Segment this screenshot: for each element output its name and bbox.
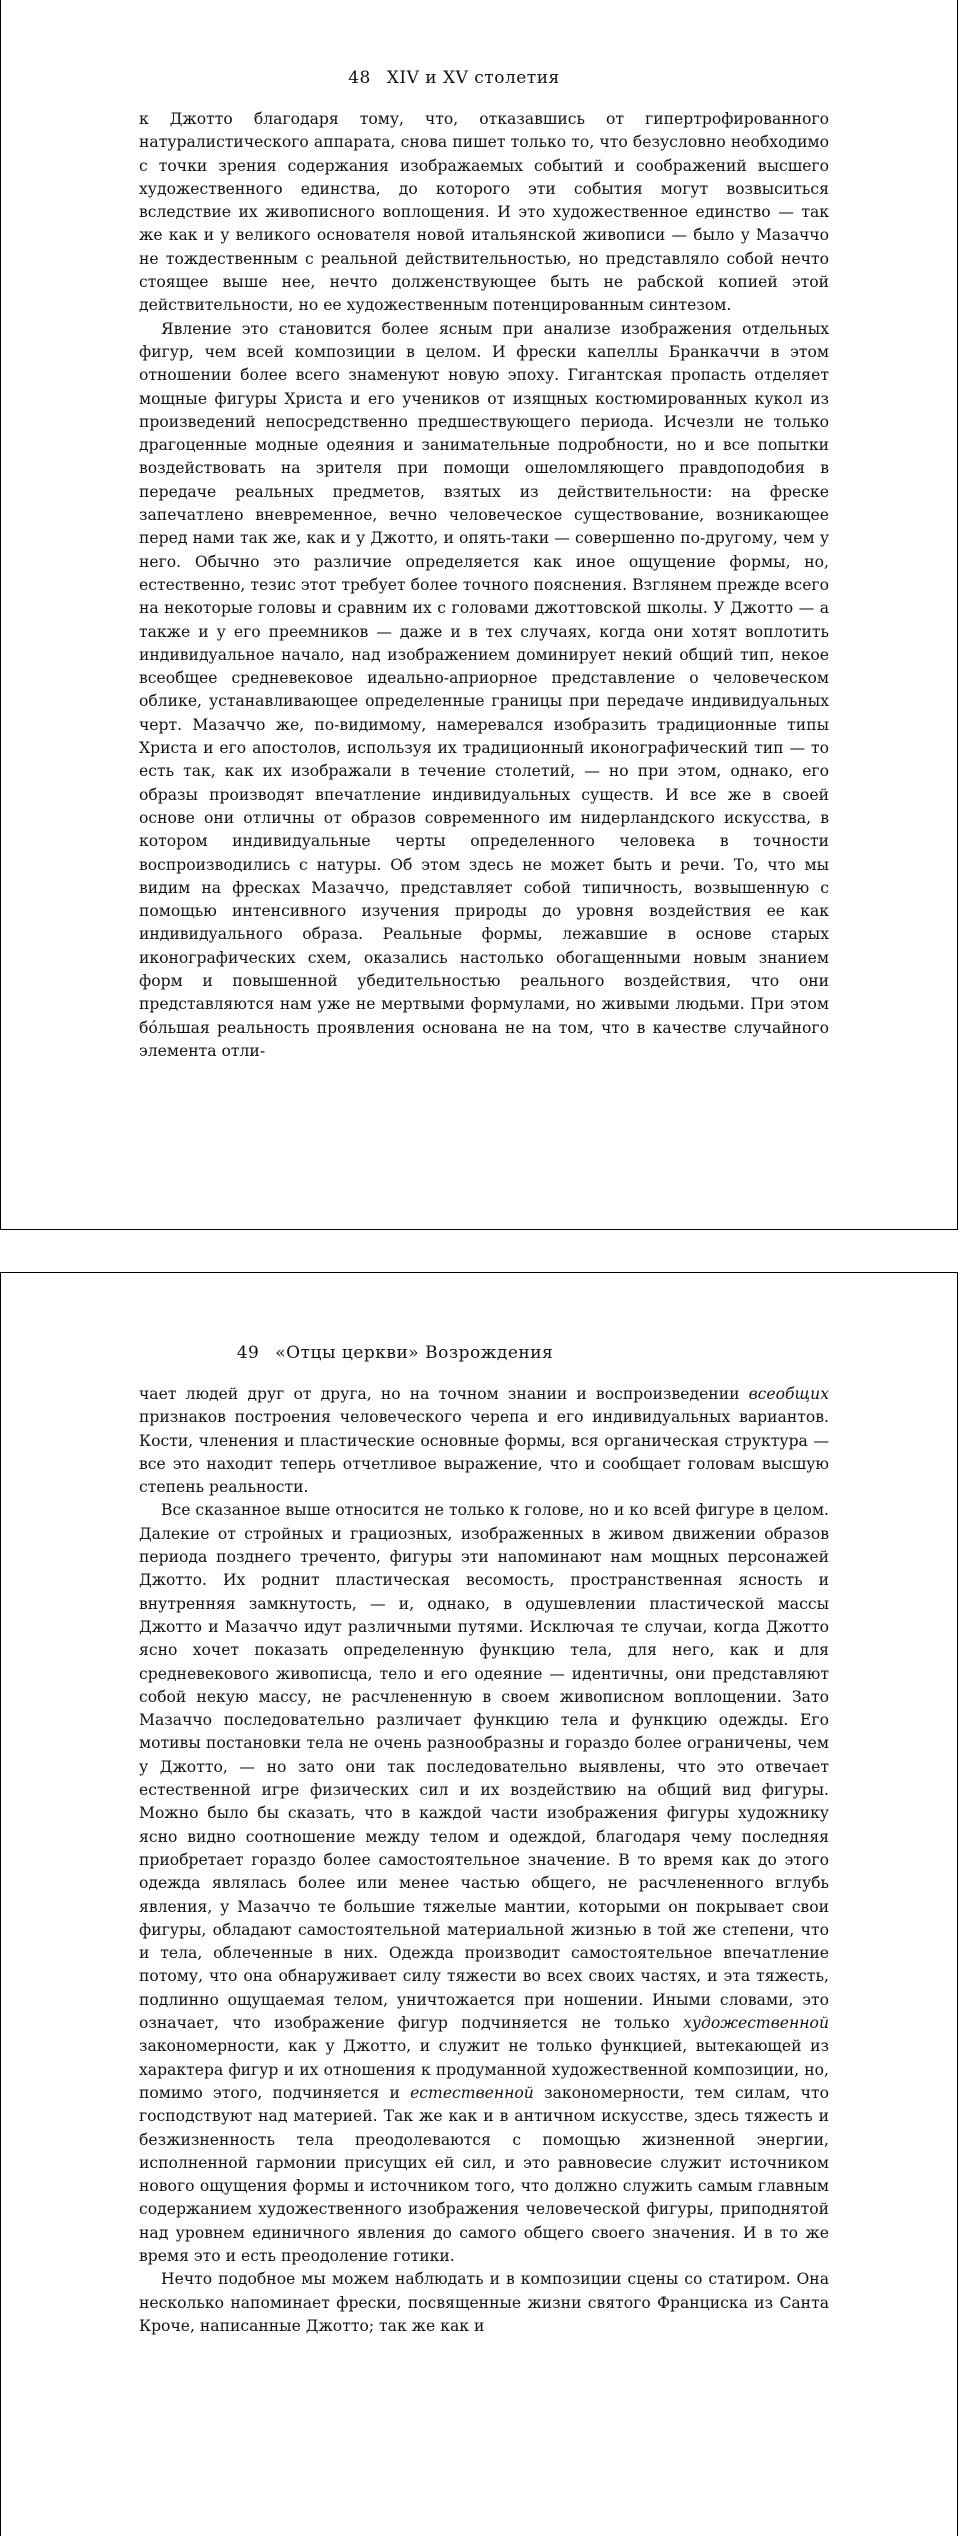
paragraph (139, 1383, 829, 1499)
text-run: чает людей друг от друга, но на точном знании и воспроизведении (139, 1385, 749, 1403)
text-run: закономерности, тем силам, что господствуют над материей. Так же как и в античном искусстве, здесь тяжесть и безжизненность тела преодолеваются с помощью жизненной энергии, исполненной гармонии присущих ей сил, и это равновесие служит источником нового ощущения формы и источником того, что должно служить самым главным содержанием художественного изображения человеческой фигуры, приподнятой над уровнем единичного явления до самого общего своего значения. И в то же время это и есть преодоление готики. (139, 2083, 829, 2265)
page-49 (0, 1272, 958, 2536)
running-title: «Отцы церкви» Возрождения (275, 1343, 554, 1363)
page-number: 49 (236, 1343, 260, 1363)
paragraph (139, 1499, 829, 2268)
emphasis: всеобщих (748, 1385, 829, 1403)
emphasis: художественной (683, 2014, 829, 2033)
paragraph: Явление это становится более ясным при анализе изображения отдельных фигур, чем всей композиции в целом. И фрески капеллы Бранкаччи в этом отношении более всего знаменуют новую эпоху. Гигантская пропасть отделяет мощные фигуры Христа и его учеников от изящных костюмированных кукол из произведений непосредственно предшествующего периода. Исчезли не только драгоценные модные одеяния и занимательные подробности, но и все попытки воздействовать на зрителя при помощи ошеломляющего правдоподобия в передаче реальных предметов, взятых из действительности: на фреске запечатлено вневременное, вечно человеческое существование, возникающее перед нами так же, как и у Джотто, и опять-таки — совершенно по-другому, чем у него. Обычно это различие определяется как иное ощущение формы, но, естественно, тезис этот требует более точного пояснения. Взглянем прежде всего на некоторые головы и сравним их с головами джоттовской школы. У Джотто — а также и у его преемников — даже и в тех случаях, когда они хотят воплотить индивидуальное начало, над изображением доминирует некий общий тип, некое всеобщее средневековое идеально-априорное представление о человеческом облике, устанавливающее определенные границы при передаче индивидуальных черт. Мазаччо же, по-видимому, намеревался изобразить традиционные типы Христа и его апостолов, используя их традиционный иконографический тип — то есть так, как их изображали в течение столетий, — но при этом, однако, его образы производят впечатление индивидуальных существ. И все же в своей основе они отличны от образов современного им нидерландского искусства, в котором индивидуальные черты определенного человека в точности воспроизводились с натуры. Об этом здесь не может быть и речи. То, что мы видим на фресках Мазаччо, представляет собой типичность, возвышенную с помощью интенсивного изучения природы до уровня воздействия ее как индивидуального образа. Реальные формы, лежавшие в основе старых иконографических схем, оказались настолько обогащенными новым знанием форм и повышенной убедительностью реального воздействия, что они представляются нам уже не мертвыми формулами, но живыми людьми. При этом бо́льшая реальность проявления основана не на том, что в качестве случайного элемента отли- (139, 319, 829, 1060)
running-title: XIV и XV столетия (386, 68, 560, 88)
running-head (0, 68, 957, 88)
paragraph: к Джотто благодаря тому, что, отказавшись от гипертрофированного натуралистического аппарата, снова пишет только то, что безусловно необходимо с точки зрения содержания изображаемых событий и соображений высшего художественного единства, до которого эти события могут возвыситься вследствие их живописного воплощения. И это художественное единство — так же как и у великого основателя новой итальянской живописи — было у Мазаччо не тождественным с реальной действительностью, но представляло собой нечто стоящее выше нее, нечто долженствующее быть не рабской копией этой действительности, но ее художественным потенцированным синтезом. (139, 110, 829, 315)
text-run: закономерности, как у Джотто, и служит не только функцией, вытекающей из характера фигур и их отношения к продуманной художественной композиции, но, помимо этого, подчиняется и (139, 2037, 829, 2102)
text-run: Все сказанное выше относится не только к голове, но и ко всей фигуре в целом. Далекие от стройных и грациозных, изображенных в живом движении образов периода позднего треченто, фигуры эти напоминают нам мощных персонажей Джотто. Их роднит пластическая весомость, пространственная ясность и внутренняя замкнутость, — и, однако, в одушевлении пластической массы Джотто и Мазаччо идут различными путями. Исключая те случаи, когда Джотто ясно хочет показать определенную функцию тела, для него, как и для средневекового живописца, тело и его одеяние — идентичны, они представляют собой некую массу, не расчлененную в своем живописном воплощении. Зато Мазаччо последовательно различает функцию тела и функцию одежды. Его мотивы постановки тела не очень разнообразны и гораздо более ограничены, чем у Джотто, — но зато они так последовательно выявлены, что это отвечает естественной игре физических сил и их воздействию на общий вид фигуры. Можно было бы сказать, что в каждой части изображения фигуры художнику ясно видно соотношение между телом и одеждой, благодаря чему последняя приобретает гораздо более самостоятельное значение. В то время как до этого одежда являлась более или менее частью общего, не расчлененного вглубь явления, у Мазаччо те большие тяжелые мантии, которыми он покрывает свои фигуры, обладают самостоятельной материальной жизнью в той же степени, что и тела, облеченные в них. Одежда производит самостоятельное впечатление потому, что она обнаруживает силу тяжести во всех своих частях, и эта тяжесть, подлинно ощущаемая телом, уничтожается при ношении. Иными словами, это означает, что изображение фигур подчиняется не только (139, 1501, 829, 2033)
body-text (139, 108, 829, 1063)
text-run: признаков построения человеческого черепа и его индивидуальных вариантов. Кости, членения и пластические основные формы, вся органическая структура — все это находит теперь отчетливое выражение, что и сообщает головам высшую степень реальности. (139, 1408, 829, 1497)
emphasis: естественной (410, 2083, 534, 2102)
paragraph: Нечто подобное мы можем наблюдать и в композиции сцены со статиром. Она несколько напоминает фрески, посвященные жизни святого Франциска из Санта Кроче, написанные Джотто; так же как и (139, 2270, 829, 2335)
page-number: 48 (348, 68, 371, 88)
body-text (139, 1383, 829, 2338)
page-48 (0, 0, 958, 1230)
running-head (0, 1343, 957, 1363)
